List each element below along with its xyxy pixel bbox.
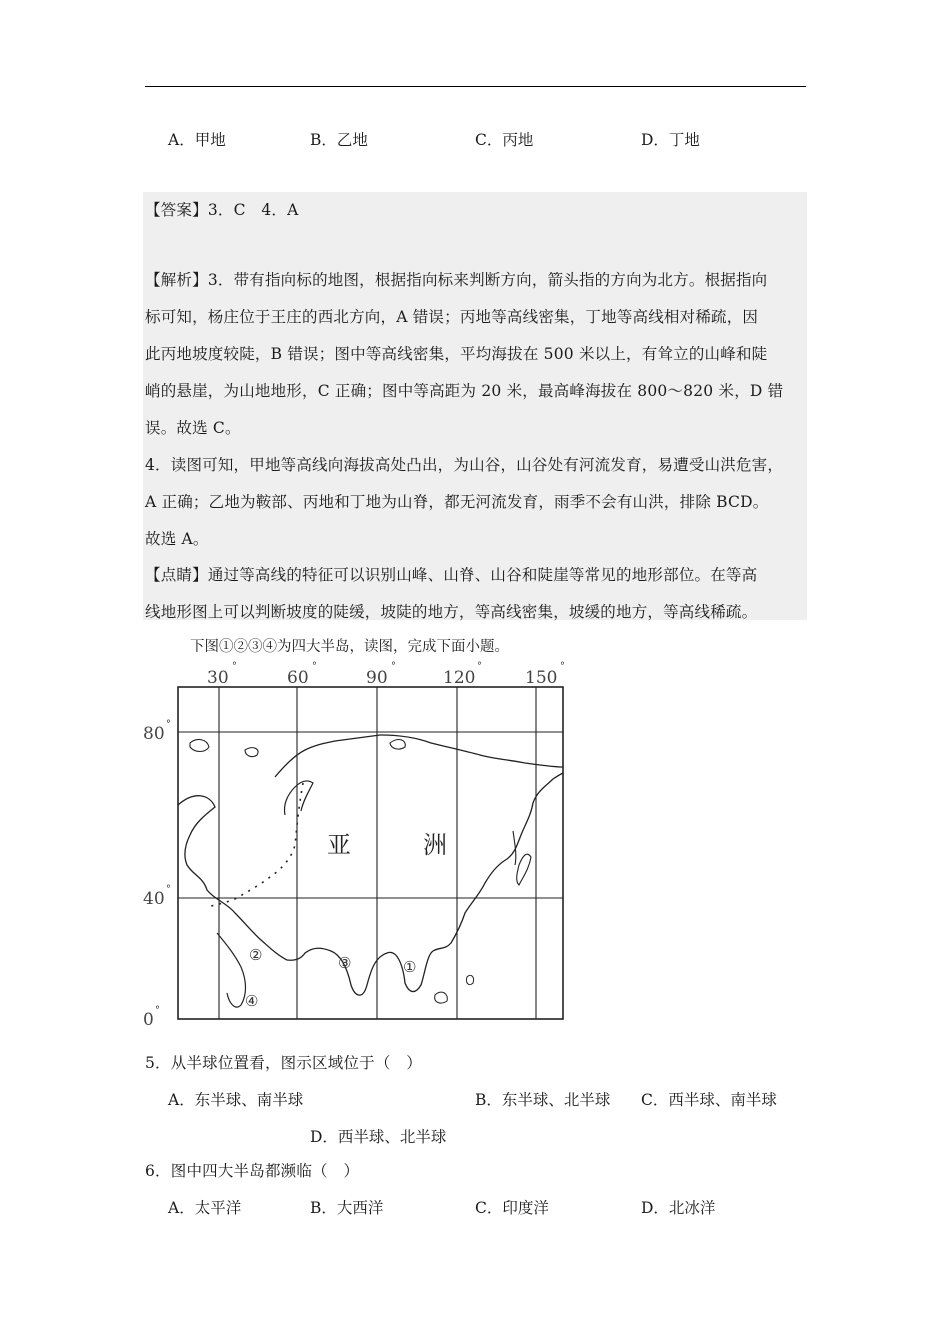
map-caption: 下图①②③④为四大半岛，读图，完成下面小题。 (190, 639, 509, 655)
continent-char-2: 洲 (423, 831, 447, 859)
deg-80: ° (166, 719, 171, 730)
deg-90: ° (391, 661, 396, 672)
analysis-line-4: 峭的悬崖，为山地地形，C 正确；图中等高距为 20 米，最高峰海拔在 800～820 米，D 错 (145, 382, 784, 400)
tips-line-1 (145, 563, 757, 585)
analysis-line-2: 标可知，杨庄位于王庄的西北方向，A 错误；丙地等高线密集，丁地等高线相对稀疏，因 (145, 308, 759, 326)
severnaya-zemlya (390, 740, 405, 750)
peninsula-marker-3: ③ (338, 954, 352, 972)
lat-label-40: 40 (143, 889, 165, 909)
solution-panel (143, 192, 807, 620)
analysis-line-6: 4．读图可知，甲地等高线向海拔高处凸出，为山谷，山谷处有河流发育，易遭受山洪危害， (145, 456, 784, 474)
peninsula-marker-1: ① (403, 958, 417, 976)
lon-label-90: 90 (366, 668, 388, 688)
continent-char-1: 亚 (327, 831, 351, 859)
analysis-text-1: 3．带有指向标的地图，根据指向标来判断方向，箭头指的方向为北方。根据指向 (207, 271, 768, 289)
asia-peninsula-map (135, 655, 585, 1035)
arabian-coast (217, 933, 246, 1007)
q5-option-a[interactable]: A．东半球、南半球 (168, 1091, 304, 1109)
deg-0: ° (155, 1005, 160, 1016)
q5-stem: 5．从半球位置看，图示区域位于（ ） (145, 1054, 422, 1072)
q6-option-a[interactable]: A．太平洋 (168, 1199, 242, 1217)
deg-40: ° (166, 884, 171, 895)
q4-option-d[interactable]: D．丁地 (641, 131, 700, 149)
analysis-line-5: 误。故选 C。 (145, 419, 241, 437)
tips-tag: 【点睛】 (145, 566, 208, 584)
lon-label-30: 30 (207, 668, 229, 688)
answer-text: 3．C 4．A (207, 201, 299, 219)
q5-option-d[interactable]: D．西半球、北半球 (310, 1128, 447, 1146)
japan (517, 854, 531, 885)
peninsula-marker-2: ② (249, 946, 263, 964)
q6-option-b[interactable]: B．大西洋 (310, 1199, 384, 1217)
arctic-coastline (275, 735, 563, 777)
peninsula-marker-4: ④ (245, 992, 259, 1010)
asia-coastline (178, 773, 563, 995)
q6-option-d[interactable]: D．北冰洋 (641, 1199, 716, 1217)
tips-line-2: 线地形图上可以判断坡度的陡缓，坡陡的地方，等高线密集，坡缓的地方，等高线稀疏。 (145, 603, 758, 621)
deg-60: ° (312, 661, 317, 672)
lon-label-120: 120 (443, 668, 476, 688)
q5-option-c[interactable]: C．西半球、南半球 (641, 1091, 777, 1109)
lon-label-60: 60 (287, 668, 309, 688)
analysis-line-7: A 正确；乙地为鞍部、丙地和丁地为山脊，都无河流发育，雨季不会有山洪，排除 BCD。 (145, 493, 769, 511)
header-rule (145, 86, 806, 87)
q6-option-c[interactable]: C．印度洋 (475, 1199, 549, 1217)
deg-30: ° (232, 661, 237, 672)
lat-label-80: 80 (143, 724, 165, 744)
island-1 (466, 975, 473, 984)
franz-josef (245, 748, 258, 757)
q4-option-c[interactable]: C．丙地 (475, 131, 534, 149)
analysis-line-1 (145, 268, 767, 290)
svalbard (190, 740, 209, 752)
q4-option-b[interactable]: B．乙地 (310, 131, 368, 149)
tips-text-1: 通过等高线的特征可以识别山峰、山脊、山谷和陡崖等常见的地形部位。在等高 (207, 566, 758, 584)
answer-line (145, 198, 299, 220)
deg-120: ° (477, 661, 482, 672)
analysis-line-8: 故选 A。 (145, 530, 209, 548)
q4-option-a[interactable]: A．甲地 (168, 131, 226, 149)
novaya-zemlya (284, 781, 313, 815)
island-2 (435, 992, 448, 1003)
analysis-line-3: 此丙地坡度较陡，B 错误；图中等高线密集，平均海拔在 500 米以上，有耸立的山峰和陡 (145, 345, 768, 363)
analysis-tag: 【解析】 (145, 271, 208, 289)
answer-tag: 【答案】 (145, 201, 208, 219)
asia-europe-boundary (207, 783, 303, 907)
deg-150: ° (560, 661, 565, 672)
q6-stem: 6．图中四大半岛都濒临（ ） (145, 1162, 360, 1180)
sakhalin (513, 831, 516, 865)
q5-option-b[interactable]: B．东半球、北半球 (475, 1091, 611, 1109)
lon-label-150: 150 (525, 668, 558, 688)
lat-label-0: 0 (143, 1010, 154, 1030)
